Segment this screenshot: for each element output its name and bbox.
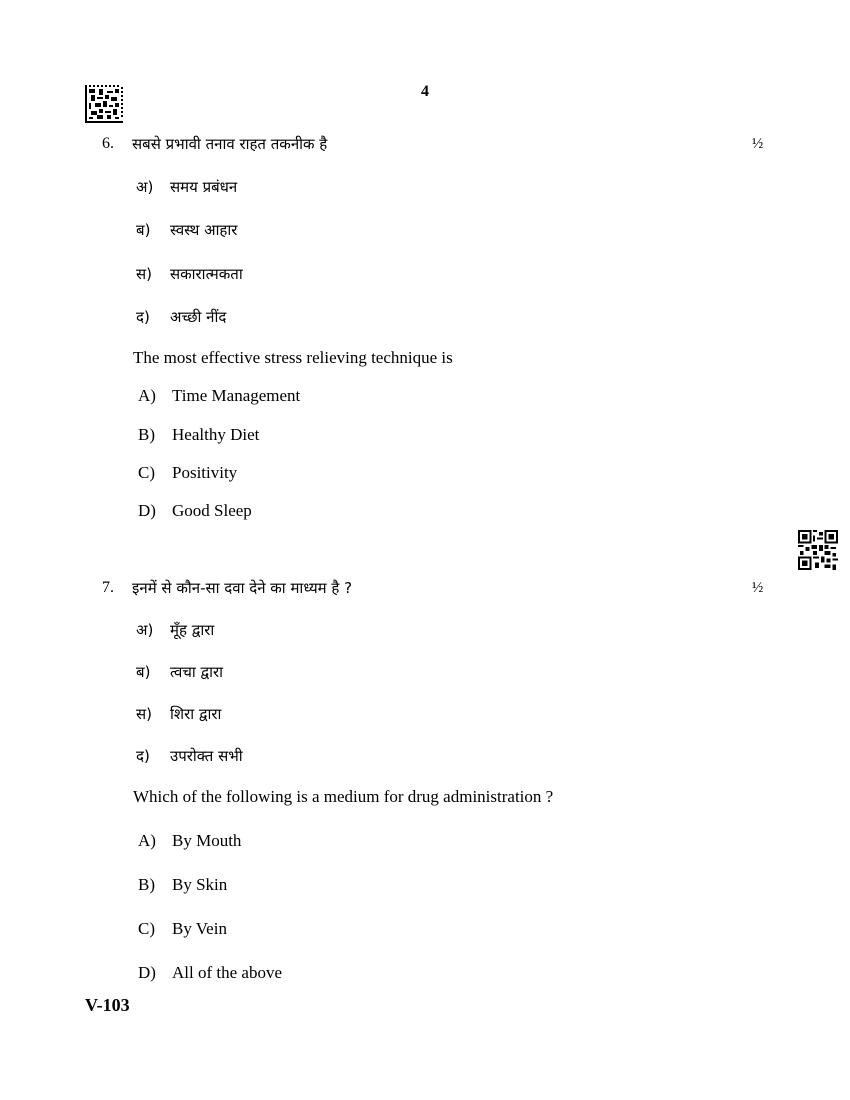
option-text: मूँह द्वारा: [170, 621, 215, 639]
option-text: सकारात्मकता: [170, 265, 243, 283]
option-hindi-a[interactable]: [136, 620, 214, 640]
option-label: ब): [136, 663, 151, 681]
option-label: B): [138, 875, 155, 894]
marks-label: ½: [752, 580, 764, 596]
option-label: A): [138, 831, 156, 850]
option-label: स): [136, 265, 152, 283]
question-number: 7.: [102, 579, 114, 596]
marks-label: ½: [752, 136, 764, 152]
question-text-english: Which of the following is a medium for drug administration ?: [133, 787, 554, 806]
option-text: समय प्रबंधन: [170, 178, 238, 196]
option-text: All of the above: [172, 963, 282, 982]
option-hindi-c[interactable]: [136, 264, 243, 284]
option-hindi-d[interactable]: [136, 307, 226, 327]
option-label: A): [138, 386, 156, 405]
option-label: D): [138, 501, 156, 520]
option-text: त्वचा द्वारा: [170, 663, 224, 681]
option-hindi-b[interactable]: [136, 662, 223, 682]
option-english-d[interactable]: [138, 963, 282, 983]
option-label: ब): [136, 221, 151, 239]
question-text-hindi: सबसे प्रभावी तनाव राहत तकनीक है: [132, 135, 328, 153]
option-hindi-b[interactable]: [136, 220, 237, 240]
option-text: शिरा द्वारा: [170, 705, 222, 723]
option-english-b[interactable]: [138, 425, 259, 445]
option-hindi-a[interactable]: [136, 177, 237, 197]
option-text: Healthy Diet: [172, 425, 260, 444]
option-label: B): [138, 425, 155, 444]
option-hindi-c[interactable]: [136, 704, 221, 724]
option-english-a[interactable]: [138, 831, 241, 851]
option-text: By Mouth: [172, 831, 242, 850]
option-english-c[interactable]: [138, 919, 227, 939]
question-text-english: The most effective stress relieving technique is: [133, 348, 453, 367]
page-number: 4: [421, 83, 429, 100]
question-number: 6.: [102, 135, 114, 152]
option-label: D): [138, 963, 156, 982]
option-label: C): [138, 919, 155, 938]
option-hindi-d[interactable]: [136, 746, 243, 766]
option-label: द): [136, 747, 150, 765]
option-text: उपरोक्त सभी: [170, 747, 243, 765]
option-label: अ): [136, 178, 154, 196]
option-english-d[interactable]: [138, 501, 252, 521]
option-label: C): [138, 463, 155, 482]
option-text: By Skin: [172, 875, 228, 894]
option-label: स): [136, 705, 152, 723]
option-text: By Vein: [172, 919, 227, 938]
qr-code-icon: [798, 530, 838, 570]
paper-code: V-103: [85, 995, 130, 1015]
question-text-hindi: इनमें से कौन-सा दवा देने का माध्यम है ?: [132, 579, 353, 597]
option-text: अच्छी नींद: [170, 308, 227, 326]
option-english-c[interactable]: [138, 463, 237, 483]
option-label: द): [136, 308, 150, 326]
option-text: Good Sleep: [172, 501, 252, 520]
option-text: Time Management: [172, 386, 301, 405]
option-english-b[interactable]: [138, 875, 227, 895]
option-text: स्वस्थ आहार: [170, 221, 238, 239]
option-english-a[interactable]: [138, 386, 300, 406]
option-text: Positivity: [172, 463, 238, 482]
option-label: अ): [136, 621, 154, 639]
